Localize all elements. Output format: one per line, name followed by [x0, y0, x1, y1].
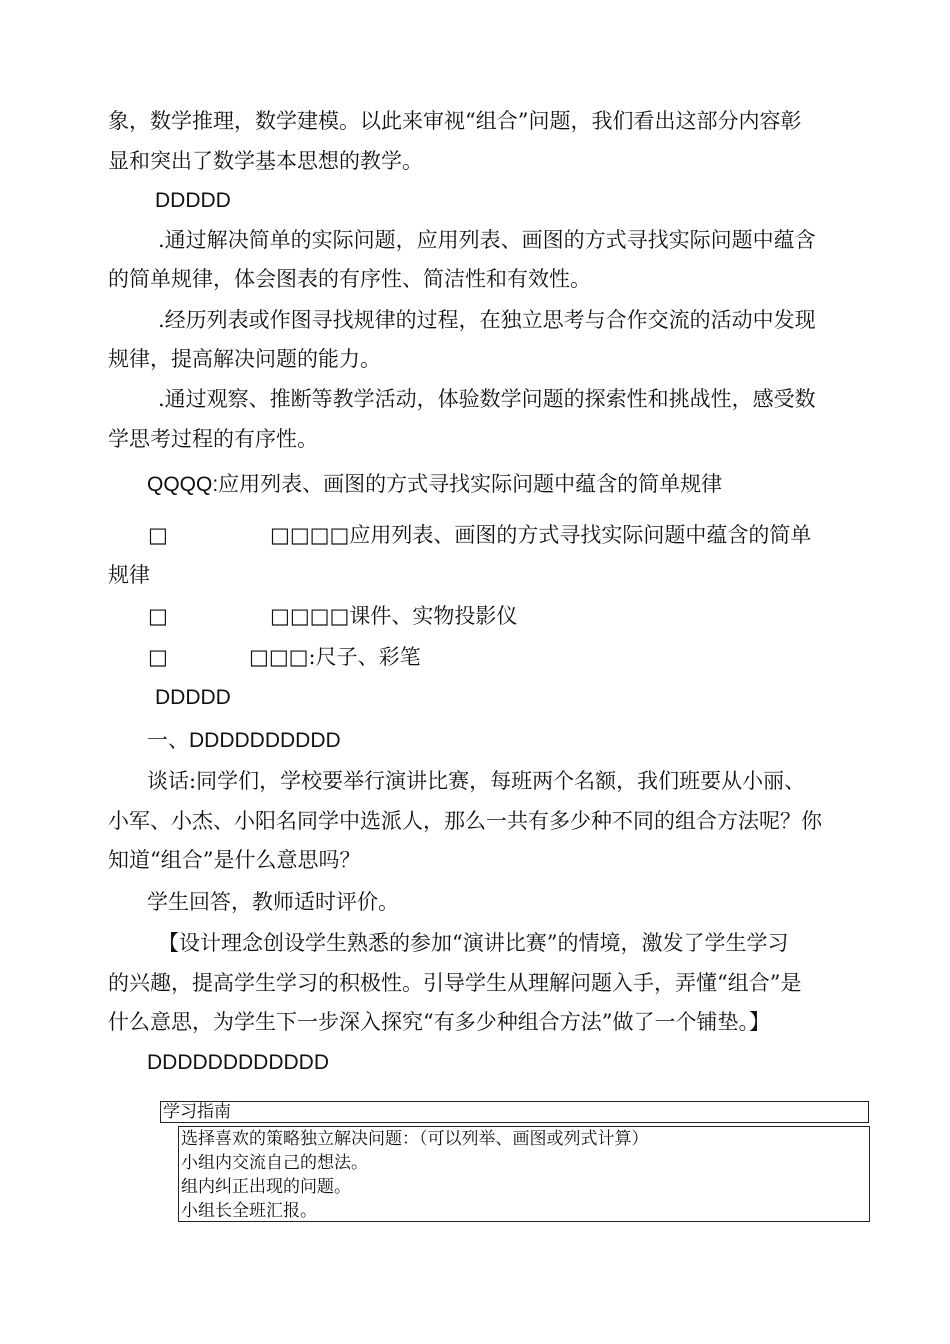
paragraph-line: 知道“组合”是什么意思吗？: [108, 848, 361, 872]
key-point-line: QQQQ:应用列表、画图的方式寻找实际问题中蕴含的简单规律: [147, 473, 723, 496]
paragraph-line: 学生回答，教师适时评价。: [147, 890, 399, 914]
design-note-line: 的兴趣，提高学生学习的积极性。引导学生从理解问题入手，弄懂“组合”是: [108, 971, 802, 995]
study-guide-item: 小组内交流自己的想法。: [181, 1153, 368, 1173]
paragraph-line: 象，数学推理，数学建模。以此来审视“组合”问题，我们看出这部分内容彰: [108, 109, 802, 133]
objective-line: .通过观察、推断等教学活动，体验数学问题的探索性和挑战性，感受数: [158, 387, 816, 411]
student-prep-line: □□□:尺子、彩笔: [249, 645, 421, 669]
objective-line: .通过解决简单的实际问题，应用列表、画图的方式寻找实际问题中蕴含: [158, 228, 816, 252]
design-note-line: 【设计理念创设学生熟悉的参加“演讲比赛”的情境，激发了学生学习: [158, 931, 789, 955]
difficulty-line: 规律: [108, 563, 150, 587]
design-note-line: 什么意思，为学生下一步深入探究“有多少种组合方法”做了一个铺垫。】: [108, 1010, 770, 1034]
difficulty-line: □□□□应用列表、画图的方式寻找实际问题中蕴含的简单: [270, 523, 812, 547]
study-guide-item: 小组长全班汇报。: [181, 1201, 317, 1221]
study-guide-title: 学习指南: [160, 1101, 869, 1123]
objective-line: 规律，提高解决问题的能力。: [108, 347, 381, 371]
objective-line: .经历列表或作图寻找规律的过程，在独立思考与合作交流的活动中发现: [158, 308, 816, 332]
paragraph-line: 谈话:同学们，学校要举行演讲比赛，每班两个名额，我们班要从小丽、: [147, 769, 806, 793]
section-heading: DDDDD: [155, 686, 231, 709]
placeholder-box: □: [148, 604, 168, 628]
study-guide-item: 组内纠正出现的问题。: [181, 1177, 351, 1197]
section-heading: DDDDD: [155, 189, 231, 212]
placeholder-box: □: [148, 523, 168, 547]
paragraph-line: 小军、小杰、小阳名同学中选派人，那么一共有多少种不同的组合方法呢？你: [108, 809, 822, 833]
paragraph-line: 显和突出了数学基本思想的教学。: [108, 149, 423, 173]
objective-line: 的简单规律，体会图表的有序性、简洁性和有效性。: [108, 267, 591, 291]
section-heading: 一、DDDDDDDDDD: [147, 729, 341, 752]
objective-line: 学思考过程的有序性。: [108, 427, 318, 451]
section-heading: DDDDDDDDDDDD: [147, 1051, 329, 1074]
placeholder-box: □: [148, 645, 168, 669]
study-guide-list: [178, 1126, 870, 1222]
study-guide-item: 选择喜欢的策略独立解决问题：（可以列举、画图或列式计算）: [181, 1129, 649, 1149]
teacher-prep-line: □□□□课件、实物投影仪: [270, 604, 518, 628]
